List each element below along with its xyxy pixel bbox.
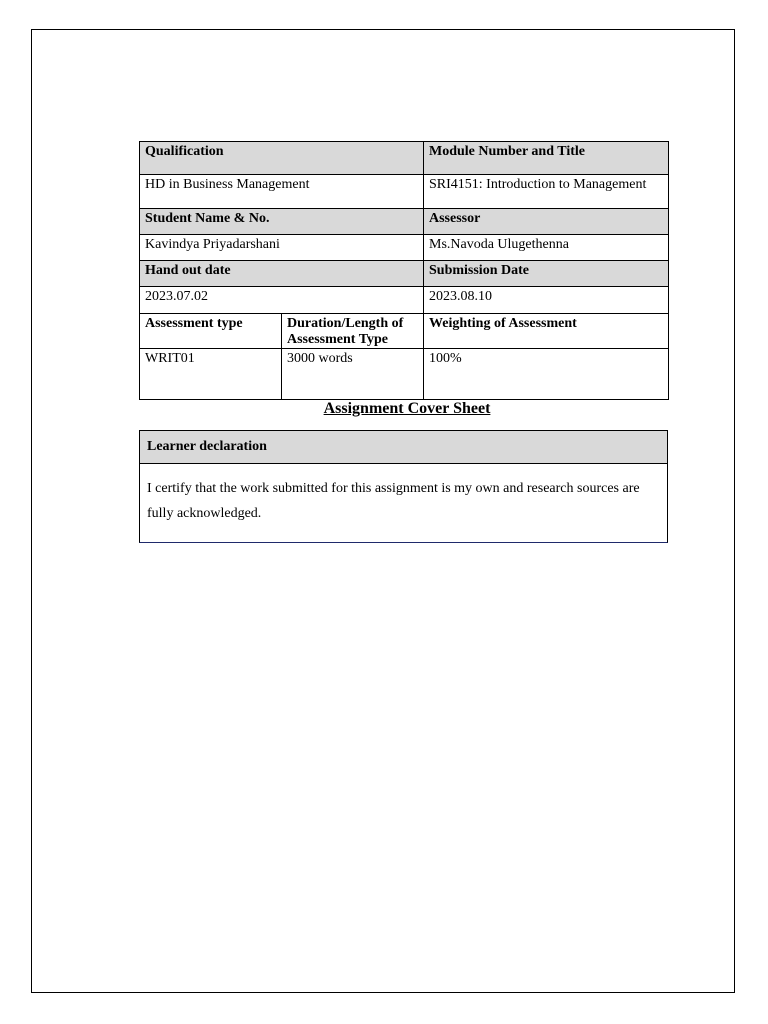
qualification-value: HD in Business Management <box>140 175 424 209</box>
submission-value: 2023.08.10 <box>424 287 669 314</box>
table-row <box>140 349 669 400</box>
student-value: Kavindya Priyadarshani <box>140 235 424 261</box>
cover-info-table <box>139 141 669 400</box>
table-row <box>140 261 669 287</box>
module-value: SRI4151: Introduction to Management <box>424 175 669 209</box>
qualification-label: Qualification <box>140 142 424 175</box>
declaration-text: I certify that the work submitted for this assignment is my own and research sources are fully acknowledged. <box>147 481 640 521</box>
declaration-heading: Learner declaration <box>140 431 667 464</box>
table-row <box>140 209 669 235</box>
handout-label: Hand out date <box>140 261 424 287</box>
assessor-value: Ms.Navoda Ulugethenna <box>424 235 669 261</box>
cover-sheet-title: Assignment Cover Sheet <box>323 400 491 417</box>
assessor-label: Assessor <box>424 209 669 235</box>
assessment-type-label: Assessment type <box>140 314 282 349</box>
table-row <box>140 287 669 314</box>
table-row <box>140 235 669 261</box>
handout-value: 2023.07.02 <box>140 287 424 314</box>
table-row <box>140 142 669 175</box>
table-row <box>140 314 669 349</box>
weighting-label: Weighting of Assessment <box>424 314 669 349</box>
student-label: Student Name & No. <box>140 209 424 235</box>
duration-value: 3000 words <box>282 349 424 400</box>
module-label: Module Number and Title <box>424 142 669 175</box>
learner-declaration-box <box>139 430 668 543</box>
duration-label: Duration/Length of Assessment Type <box>282 314 424 349</box>
weighting-value: 100% <box>424 349 669 400</box>
submission-label: Submission Date <box>424 261 669 287</box>
assessment-type-value: WRIT01 <box>140 349 282 400</box>
table-row <box>140 175 669 209</box>
